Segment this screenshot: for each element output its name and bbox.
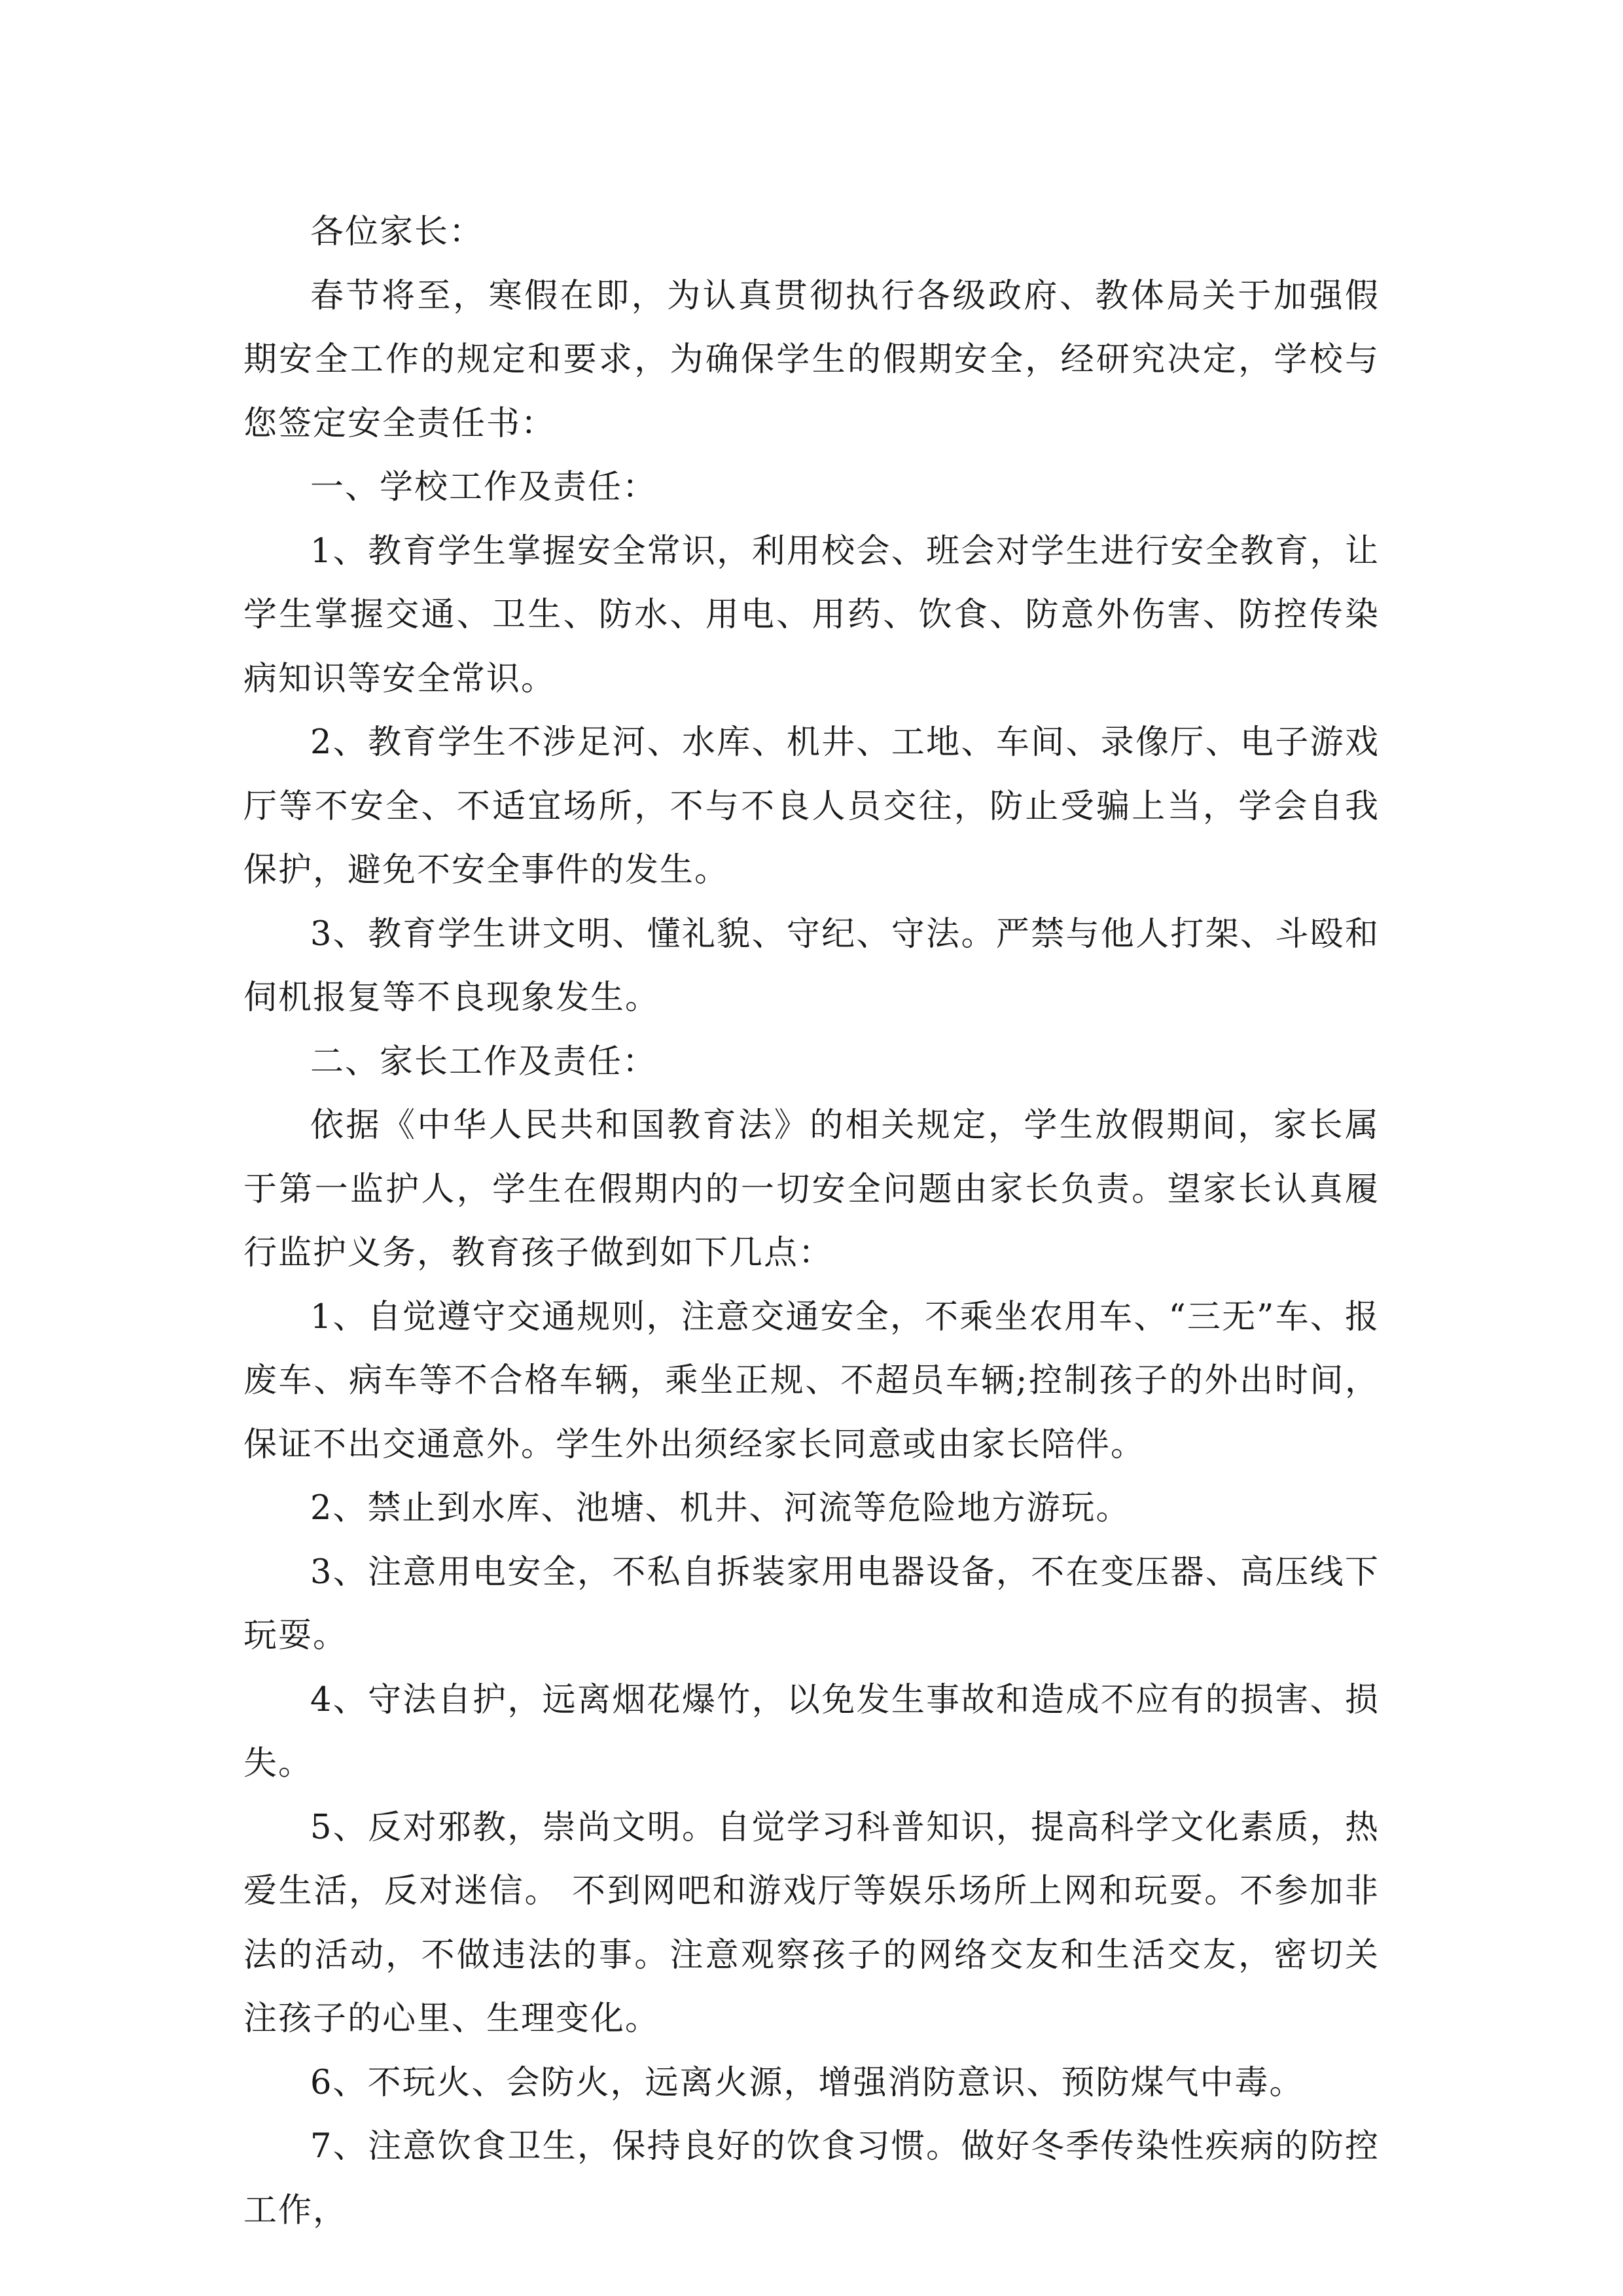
- parent-item-6: 6、不玩火、会防火，远离火源，增强消防意识、预防煤气中毒。: [310, 2063, 1304, 2102]
- salutation: 各位家长：: [310, 213, 484, 251]
- section-heading-parent: 二、家长工作及责任：: [310, 1042, 658, 1081]
- parent-item-1: 1、自觉遵守交通规则，注意交通安全，不乘坐农用车、“三无”车、报废车、病车等不合格车辆，乘坐正规、不超员车辆;控制孩子的外出时间，保证不出交通意外。学生外出须经家长同意或由家长陪伴。: [243, 1297, 1380, 1464]
- parent-intro-paragraph: 依据《中华人民共和国教育法》的相关规定，学生放假期间，家长属于第一监护人，学生在假期内的一切安全问题由家长负责。望家长认真履行监护义务，教育孩子做到如下几点：: [243, 1106, 1380, 1272]
- parent-item-7: 7、注意饮食卫生，保持良好的饮食习惯。做好冬季传染性疾病的防控工作，: [243, 2127, 1380, 2230]
- section-heading-school: 一、学校工作及责任：: [310, 468, 658, 507]
- parent-item-2: 2、禁止到水库、池塘、机井、河流等危险地方游玩。: [310, 1489, 1131, 1528]
- intro-paragraph: 春节将至，寒假在即，为认真贯彻执行各级政府、教体局关于加强假期安全工作的规定和要求，为确保学生的假期安全，经研究决定，学校与您签定安全责任书：: [243, 276, 1380, 443]
- school-item-3: 3、教育学生讲文明、懂礼貌、守纪、守法。严禁与他人打架、斗殴和伺机报复等不良现象发生。: [243, 914, 1380, 1017]
- school-item-2: 2、教育学生不涉足河、水库、机井、工地、车间、录像厅、电子游戏厅等不安全、不适宜场所，不与不良人员交往，防止受骗上当，学会自我保护，避免不安全事件的发生。: [243, 723, 1380, 889]
- parent-item-3: 3、注意用电安全，不私自拆装家用电器设备，不在变压器、高压线下玩耍。: [243, 1552, 1380, 1655]
- document-body: [243, 200, 1380, 2242]
- parent-item-4: 4、守法自护，远离烟花爆竹，以免发生事故和造成不应有的损害、损失。: [243, 1680, 1380, 1783]
- school-item-1: 1、教育学生掌握安全常识，利用校会、班会对学生进行安全教育，让学生掌握交通、卫生、防水、用电、用药、饮食、防意外伤害、防控传染病知识等安全常识。: [243, 531, 1380, 698]
- parent-item-5: 5、反对邪教，崇尚文明。自觉学习科普知识，提高科学文化素质，热爱生活，反对迷信。 不到网吧和游戏厅等娱乐场所上网和玩耍。不参加非法的活动，不做违法的事。注意观察孩子的网络交友和生活交友，密切关注孩子的心里、生理变化。: [243, 1808, 1380, 2038]
